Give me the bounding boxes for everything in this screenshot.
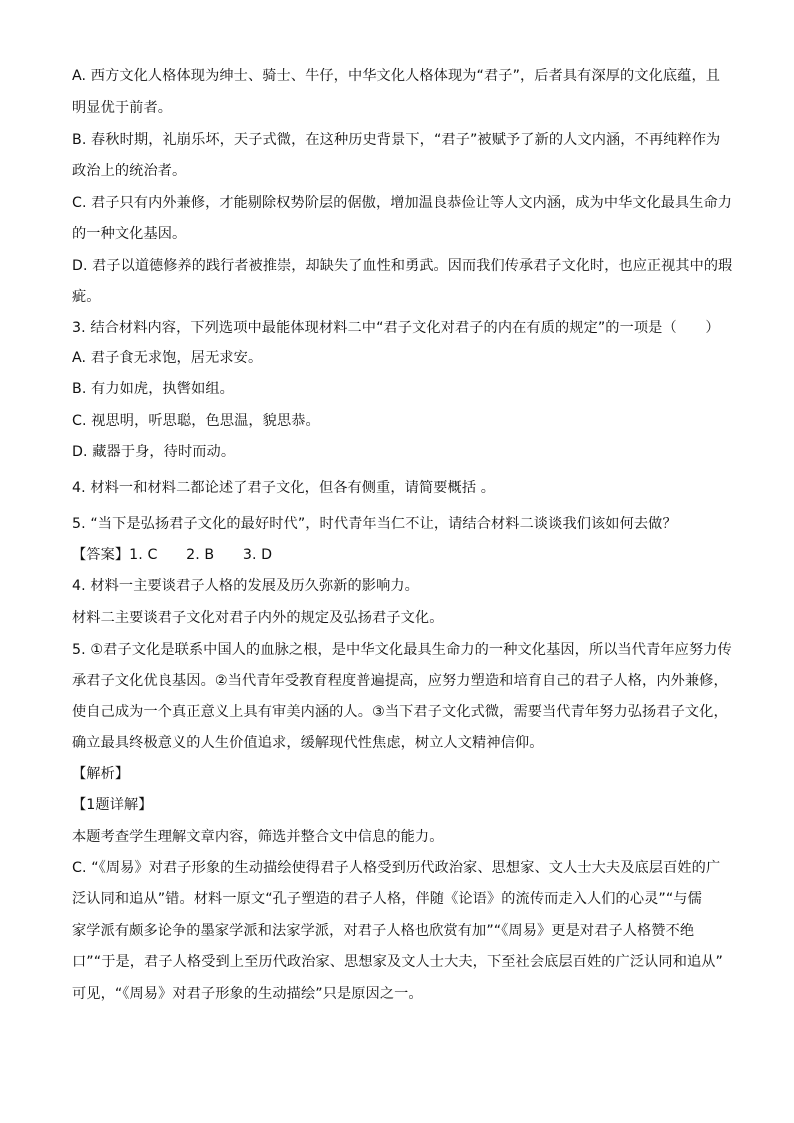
answer-4-line-2: 材料二主要谈君子文化对君子内外的规定及弘扬君子文化。 xyxy=(72,610,444,626)
option-d-line-2: 疵。 xyxy=(72,289,101,305)
q1-detail-line-4: 口”“于是，君子人格受到上至历代政治家、思想家及文人士大夫，下至社会底层百姓的广泛认同和追从” xyxy=(72,954,724,970)
q3-option-b: B. 有力如虎，执辔如组。 xyxy=(72,381,234,397)
answer-5-line-1: 5. ①君子文化是联系中国人的血脉之根，是中华文化最具生命力的一种文化基因，所以当代青年应努力传 xyxy=(72,642,732,658)
q1-detail-line-3: 家学派有颇多论争的墨家学派和法家学派，对君子人格也欣赏有加”“《周易》更是对君子人格赞不绝 xyxy=(72,923,695,939)
question-4: 4. 材料一和材料二都论述了君子文化，但各有侧重，请简要概括 。 xyxy=(72,480,496,496)
option-a-line-2: 明显优于前者。 xyxy=(72,100,173,116)
analysis-heading: 【解析】 xyxy=(72,766,130,782)
answer-5-line-4: 确立最具终极意义的人生价值追求，缓解现代性焦虑，树立人文精神信仰。 xyxy=(72,735,544,751)
question-3: 3. 结合材料内容，下列选项中最能体现材料二中“君子文化对君子的内在有质的规定”的一项是（ ） xyxy=(72,320,720,336)
q3-option-d: D. 藏器于身，待时而动。 xyxy=(72,444,236,460)
q1-detail-line-5: 可见，“《周易》对君子形象的生动描绘”只是原因之一。 xyxy=(72,986,423,1002)
q3-option-c: C. 视思明，听思聪，色思温，貌思恭。 xyxy=(72,413,320,429)
answer-heading: 【答案】1. C 2. B 3. D xyxy=(72,547,273,563)
option-b-line-1: B. 春秋时期，礼崩乐坏，天子式微，在这种历史背景下，“君子”被赋予了新的人文内涵，不再纯粹作为 xyxy=(72,132,721,148)
option-b-line-2: 政治上的统治者。 xyxy=(72,163,187,179)
question-5: 5. “当下是弘扬君子文化的最好时代”，时代青年当仁不让，请结合材料二谈谈我们该如何去做？ xyxy=(72,516,677,532)
option-c-line-2: 的一种文化基因。 xyxy=(72,226,187,242)
option-a-line-1: A. 西方文化人格体现为绅士、骑士、牛仔，中华文化人格体现为“君子”，后者具有深厚的文化底蕴，且 xyxy=(72,68,721,84)
q1-detail-intro: 本题考查学生理解文章内容，筛选并整合文中信息的能力。 xyxy=(72,829,444,845)
option-c-line-1: C. 君子只有内外兼修，才能剔除权势阶层的倨傲，增加温良恭俭让等人文内涵，成为中华文化最具生命力 xyxy=(72,195,732,211)
answer-4-line-1: 4. 材料一主要谈君子人格的发展及历久弥新的影响力。 xyxy=(72,578,419,594)
option-d-line-1: D. 君子以道德修养的践行者被推崇，却缺失了血性和勇武。因而我们传承君子文化时，也应正视其中的瑕 xyxy=(72,258,733,274)
answer-5-line-3: 使自己成为一个真正意义上具有审美内涵的人。③当下君子文化式微，需要当代青年努力弘扬君子文化， xyxy=(72,704,728,720)
answer-5-line-2: 承君子文化优良基因。②当代青年受教育程度普遍提高，应努力塑造和培育自己的君子人格，内外兼修， xyxy=(72,673,728,689)
q1-detail-heading: 【1题详解】 xyxy=(72,797,153,813)
q1-detail-line-2: 泛认同和追从”错。材料一原文“孔子塑造的君子人格，伴随《论语》的流传而走入人们的心灵”“与儒 xyxy=(72,891,702,907)
q3-option-a: A. 君子食无求饱，居无求安。 xyxy=(72,350,263,366)
q1-detail-line-1: C. “《周易》对君子形象的生动描绘使得君子人格受到历代政治家、思想家、文人士大夫及底层百姓的广 xyxy=(72,860,721,876)
